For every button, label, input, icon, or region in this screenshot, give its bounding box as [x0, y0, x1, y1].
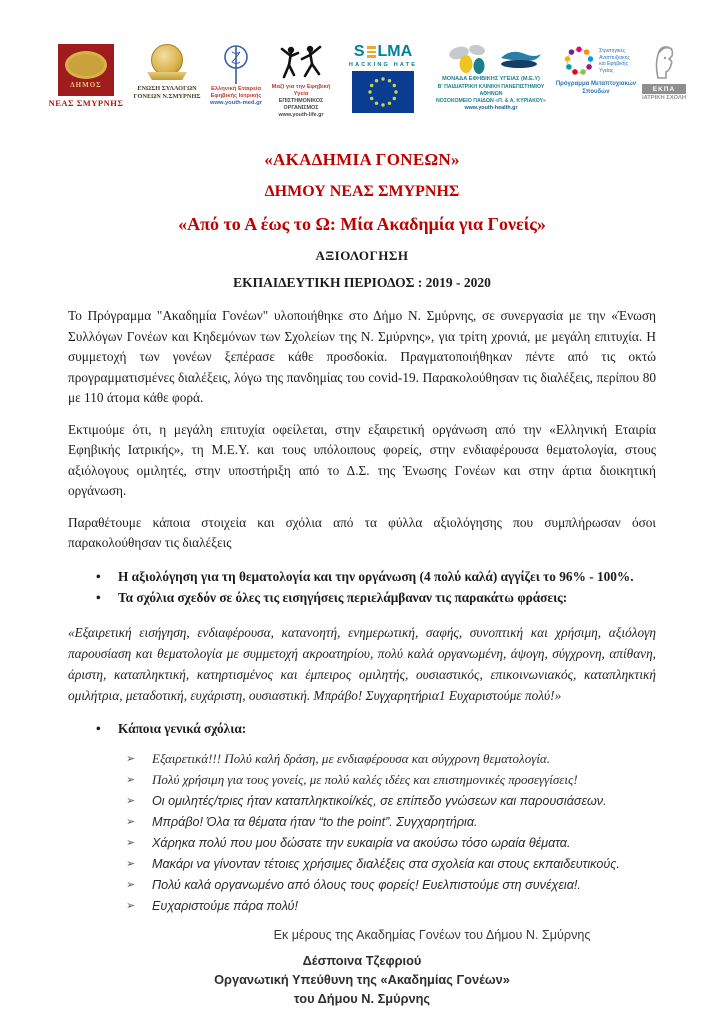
caption-line: ΕΠΙΣΤΗΜΟΝΙΚΟΣ ΟΡΓΑΝΙΣΜΟΣ — [278, 98, 324, 112]
logo-caption — [211, 86, 262, 100]
title-akadimia-goneon: «ΑΚΑΔΗΜΙΑ ΓΟΝΕΩΝ» — [264, 150, 460, 169]
title-apo-to-a-eos-to-o: «Από το Α έως το Ω: Μία Ακαδημία για Γονείς» — [178, 214, 546, 234]
mey-abstract-shapes-icon — [439, 44, 543, 76]
msc-side-text — [599, 48, 630, 74]
dancing-figures-icon — [278, 44, 324, 84]
signatory-organization: του Δήμου Ν. Σμύρνης — [293, 990, 431, 1006]
arrow-bullet-icon: ➢ — [126, 752, 136, 765]
selma-letter-s: S — [353, 43, 365, 60]
feedback-quote: «Εξαιρετική εισήγηση, ενδιαφέρουσα, κατανοητή, ενημερωτική, σαφής, συνοπτική και χρήσιμη, αξιόλογη παρουσίαση και θεματολογία με συμμετοχή ακροατηρίου, πολύ καλά οργανωμένη, άψογη, σύγχρονη, απίθανη, άριστη, καταπληκτική, κατηρτισμένος και έμπειρος ομιλητής, ουσιαστικός, επικοινωνιακός, καταπληκτική ομιλήτρια, μεταδοτική, ευχάριστη, ουσιαστική. Μπράβο! Συγχαρητήρια1 Ευχαριστούμε πολύ!» — [68, 624, 656, 703]
paragraph-evaluation-intro: Παραθέτουμε κάποια στοιχεία και σχόλια από τα φύλλα αξιολόγησης που συμπλήρωσαν όσοι παρακολούθησαν τις διαλέξεις — [68, 514, 656, 550]
logo-elliniki-etairia-efivikis-iatrikis — [208, 44, 264, 108]
athena-head-icon — [651, 44, 677, 82]
comment-item — [126, 814, 656, 830]
logo-caption — [134, 85, 201, 101]
selma-letters-lma: LMA — [377, 43, 413, 60]
arrow-bullet-icon: ➢ — [126, 815, 136, 828]
comment-item — [126, 751, 656, 767]
caption-line: Πρόγραμμα Μεταπτυχιακών — [555, 81, 637, 87]
caption-line: Στρατηγικές — [599, 48, 626, 54]
bullet-text: Κάποια γενικά σχόλια: — [118, 720, 247, 736]
comment-item — [126, 772, 656, 788]
arrow-bullet-icon: ➢ — [126, 878, 136, 891]
title-axiologisi: ΑΞΙΟΛΟΓΗΣΗ — [315, 248, 409, 263]
caduceus-circle-icon — [219, 44, 253, 86]
logo-caption: Μαζί για την Εφηβική Υγεία — [271, 84, 331, 98]
gold-oval-seal-icon — [65, 51, 107, 79]
caption-line: Εφηβικής Ιατρικής — [210, 93, 262, 100]
logo-website: www.youth-med.gr — [210, 100, 262, 107]
comment-item — [126, 835, 656, 851]
general-comments-list — [68, 751, 656, 914]
seal-label: ΔΗΜΟΣ — [70, 81, 102, 89]
on-behalf-line: Εκ μέρους της Ακαδημίας Γονέων του Δήμου Ν. Σμύρνης — [273, 927, 591, 942]
selma-e-bars-icon — [367, 46, 376, 57]
logo-enosi-syllogon-goneon — [126, 44, 208, 101]
comment-text: Μακάρι να γίνονταν τέτοιες χρήσιμες διαλέξεις στα σχολεία και στους εκπαιδευτικούς. — [152, 856, 620, 871]
arrow-bullet-icon: ➢ — [126, 836, 136, 849]
bullet-item-phrases — [96, 587, 656, 608]
bullet-item-general-comments — [96, 718, 656, 739]
bullet-text: Τα σχόλια σχεδόν σε όλες τις εισηγήσεις περιελάμβαναν τις παρακάτω φράσεις: — [118, 589, 568, 605]
logo-website: www.youth-life.gr — [278, 111, 324, 118]
signature-block — [68, 951, 656, 1008]
evaluation-bullet-list — [68, 566, 656, 608]
ribbon-icon — [147, 72, 187, 80]
logo-caption: ΜΟΝΑΔΑ ΕΦΗΒΙΚΗΣ ΥΓΕΙΑΣ (Μ.Ε.Υ) — [442, 76, 540, 82]
selma-wordmark — [354, 44, 412, 60]
comment-text: Οι ομιλητές/τριες ήταν καταπληκτικοί/κές, σε επίπεδο γνώσεων και παρουσιάσεων. — [152, 793, 607, 808]
caption-line: Σπουδών — [582, 88, 610, 95]
eu-flag-icon — [352, 71, 414, 113]
bullet-text: Η αξιολόγηση για τη θεματολογία και την οργάνωση (4 πολύ καλά) αγγίζει το 96% - 100%. — [118, 568, 634, 584]
ekpa-bar: ΕΚΠΑ — [642, 84, 686, 94]
caption-line: ΝΟΣΟΚΟΜΕΙΟ ΠΑΙΔΩΝ «Π. & Α. ΚΥΡΙΑΚΟΥ» — [436, 97, 546, 104]
signatory-role: Οργανωτική Υπεύθυνη της «Ακαδημίας Γονέων» — [214, 971, 510, 987]
caption-line: Υγείας — [599, 67, 614, 74]
logo-dimos-neas-smyrnis — [46, 44, 126, 108]
title-ekpaideytiki-periodos: ΕΚΠΑΙΔΕΥΤΙΚΗ ΠΕΡΙΟΔΟΣ : 2019 - 2020 — [233, 275, 491, 290]
signatory-name: Δέσποινα Τζεφριού — [302, 952, 422, 968]
logo-youth-life — [264, 44, 338, 119]
bullet-item-rating — [96, 566, 656, 587]
logo-ekpa-iatriki-sxoli — [638, 44, 690, 102]
comment-item — [126, 856, 656, 872]
general-comments-header-list — [68, 718, 656, 739]
paragraph-success-factors: Εκτιμούμε ότι, η μεγάλη επιτυχία οφείλεται, στην εξαιρετική οργάνωση από την «Ελληνική Εταιρία Εφηβικής Ιατρικής», τη Μ.Ε.Υ. και τους υπόλοιπους φορείς, στην ενδιαφέρουσα θεματολογία, στους αξιόλογους ομιλητές, στην υποστήριξη από το Δ.Σ. της Ένωσης Γονέων και στην άρτια διοικητική οργάνωση. — [68, 421, 656, 498]
selma-tagline: HACKING HATE — [348, 62, 418, 68]
bullet-icon: • — [96, 720, 101, 736]
logo-website: www.youth-health.gr — [464, 104, 518, 111]
bullet-icon: • — [96, 568, 101, 584]
paragraph-program-overview: Το Πρόγραμμα "Ακαδημία Γονέων" υλοποιήθηκε στο Δήμο Ν. Σμύρνης, σε συνεργασία με την «Ένωση Συλλόγων Γονέων και Κηδεμόνων των Σχολείων της Ν. Σμύρνης», για τρίτη χρονιά, με μεγάλη επιτυχία. Η συμμετοχή των γονέων ξεπέρασε κάθε προσδοκία. Πραγματοποιήθηκαν πέντε από τις οκτώ προγραμματισμένες διαλέξεις, λόγω της πανδημίας του covid-19. Παρακολούθησαν τις διαλέξεις, περίπου 80 με 110 άτομα κάθε φορά. — [68, 308, 656, 405]
comment-text: Χάρηκα πολύ που μου δώσατε την ευκαιρία να ακούσω τόσο ωραία θέματα. — [152, 835, 571, 850]
logo-selma-eu — [338, 44, 428, 113]
caption-line: Β' ΠΑΙΔΙΑΤΡΙΚΗ ΚΛΙΝΙΚΗ ΠΑΝΕΠΙΣΤΗΜΙΟΥ ΑΘΗΝΩΝ — [437, 83, 545, 97]
logo-caption: ΙΑΤΡΙΚΗ ΣΧΟΛΗ — [641, 95, 687, 101]
arrow-bullet-icon: ➢ — [126, 857, 136, 870]
title-dimou-neas-smyrnis: ΔΗΜΟΥ ΝΕΑΣ ΣΜΥΡΝΗΣ — [264, 183, 460, 200]
caption-line: Ελληνική Εταιρεία — [210, 86, 262, 92]
caption-line: και Εφηβικής — [599, 61, 628, 67]
municipality-seal-icon — [58, 44, 114, 96]
logo-caption — [556, 81, 636, 97]
arrow-bullet-icon: ➢ — [126, 794, 136, 807]
bullet-icon: • — [96, 589, 101, 605]
logo-strip — [46, 43, 687, 124]
arrow-bullet-icon: ➢ — [126, 899, 136, 912]
arrow-bullet-icon: ➢ — [126, 773, 136, 786]
comment-item — [126, 898, 656, 914]
logo-monada-efivikis-ygeias — [428, 44, 554, 111]
msc-logo-top — [562, 44, 630, 78]
logo-caption: ΝΕΑΣ ΣΜΥΡΝΗΣ — [48, 98, 124, 108]
gold-medal-icon — [151, 44, 183, 76]
comment-text: Μπράβο! Όλα τα θέματα ήταν “to the point”. Συγχαρητήρια. — [152, 814, 478, 829]
caption-line: ΓΟΝΕΩΝ Ν.ΣΜΥΡΝΗΣ — [133, 93, 201, 101]
comment-item — [126, 793, 656, 809]
caption-line: Αναπτυξιακής — [599, 54, 630, 61]
logo-msc-programma — [554, 44, 638, 97]
dotted-circle-icon — [562, 44, 596, 78]
comment-text: Ευχαριστούμε πάρα πολύ! — [152, 898, 298, 913]
comment-item — [126, 877, 656, 893]
comment-text: Πολύ χρήσιμη για τους γονείς, με πολύ καλές ιδέες και επιστημονικές προσεγγίσεις! — [152, 771, 578, 787]
comment-text: Εξαιρετικά!!! Πολύ καλή δράση, με ενδιαφέρουσα και σύγχρονη θεματολογία. — [152, 750, 550, 766]
eu-flag-stars — [353, 71, 413, 113]
caption-line: ΕΝΩΣΗ ΣΥΛΛΟΓΩΝ — [137, 85, 197, 92]
comment-text: Πολύ καλά οργανωμένο από όλους τους φορείς! Ευελπιστούμε στη συνέχεια!. — [152, 877, 581, 892]
